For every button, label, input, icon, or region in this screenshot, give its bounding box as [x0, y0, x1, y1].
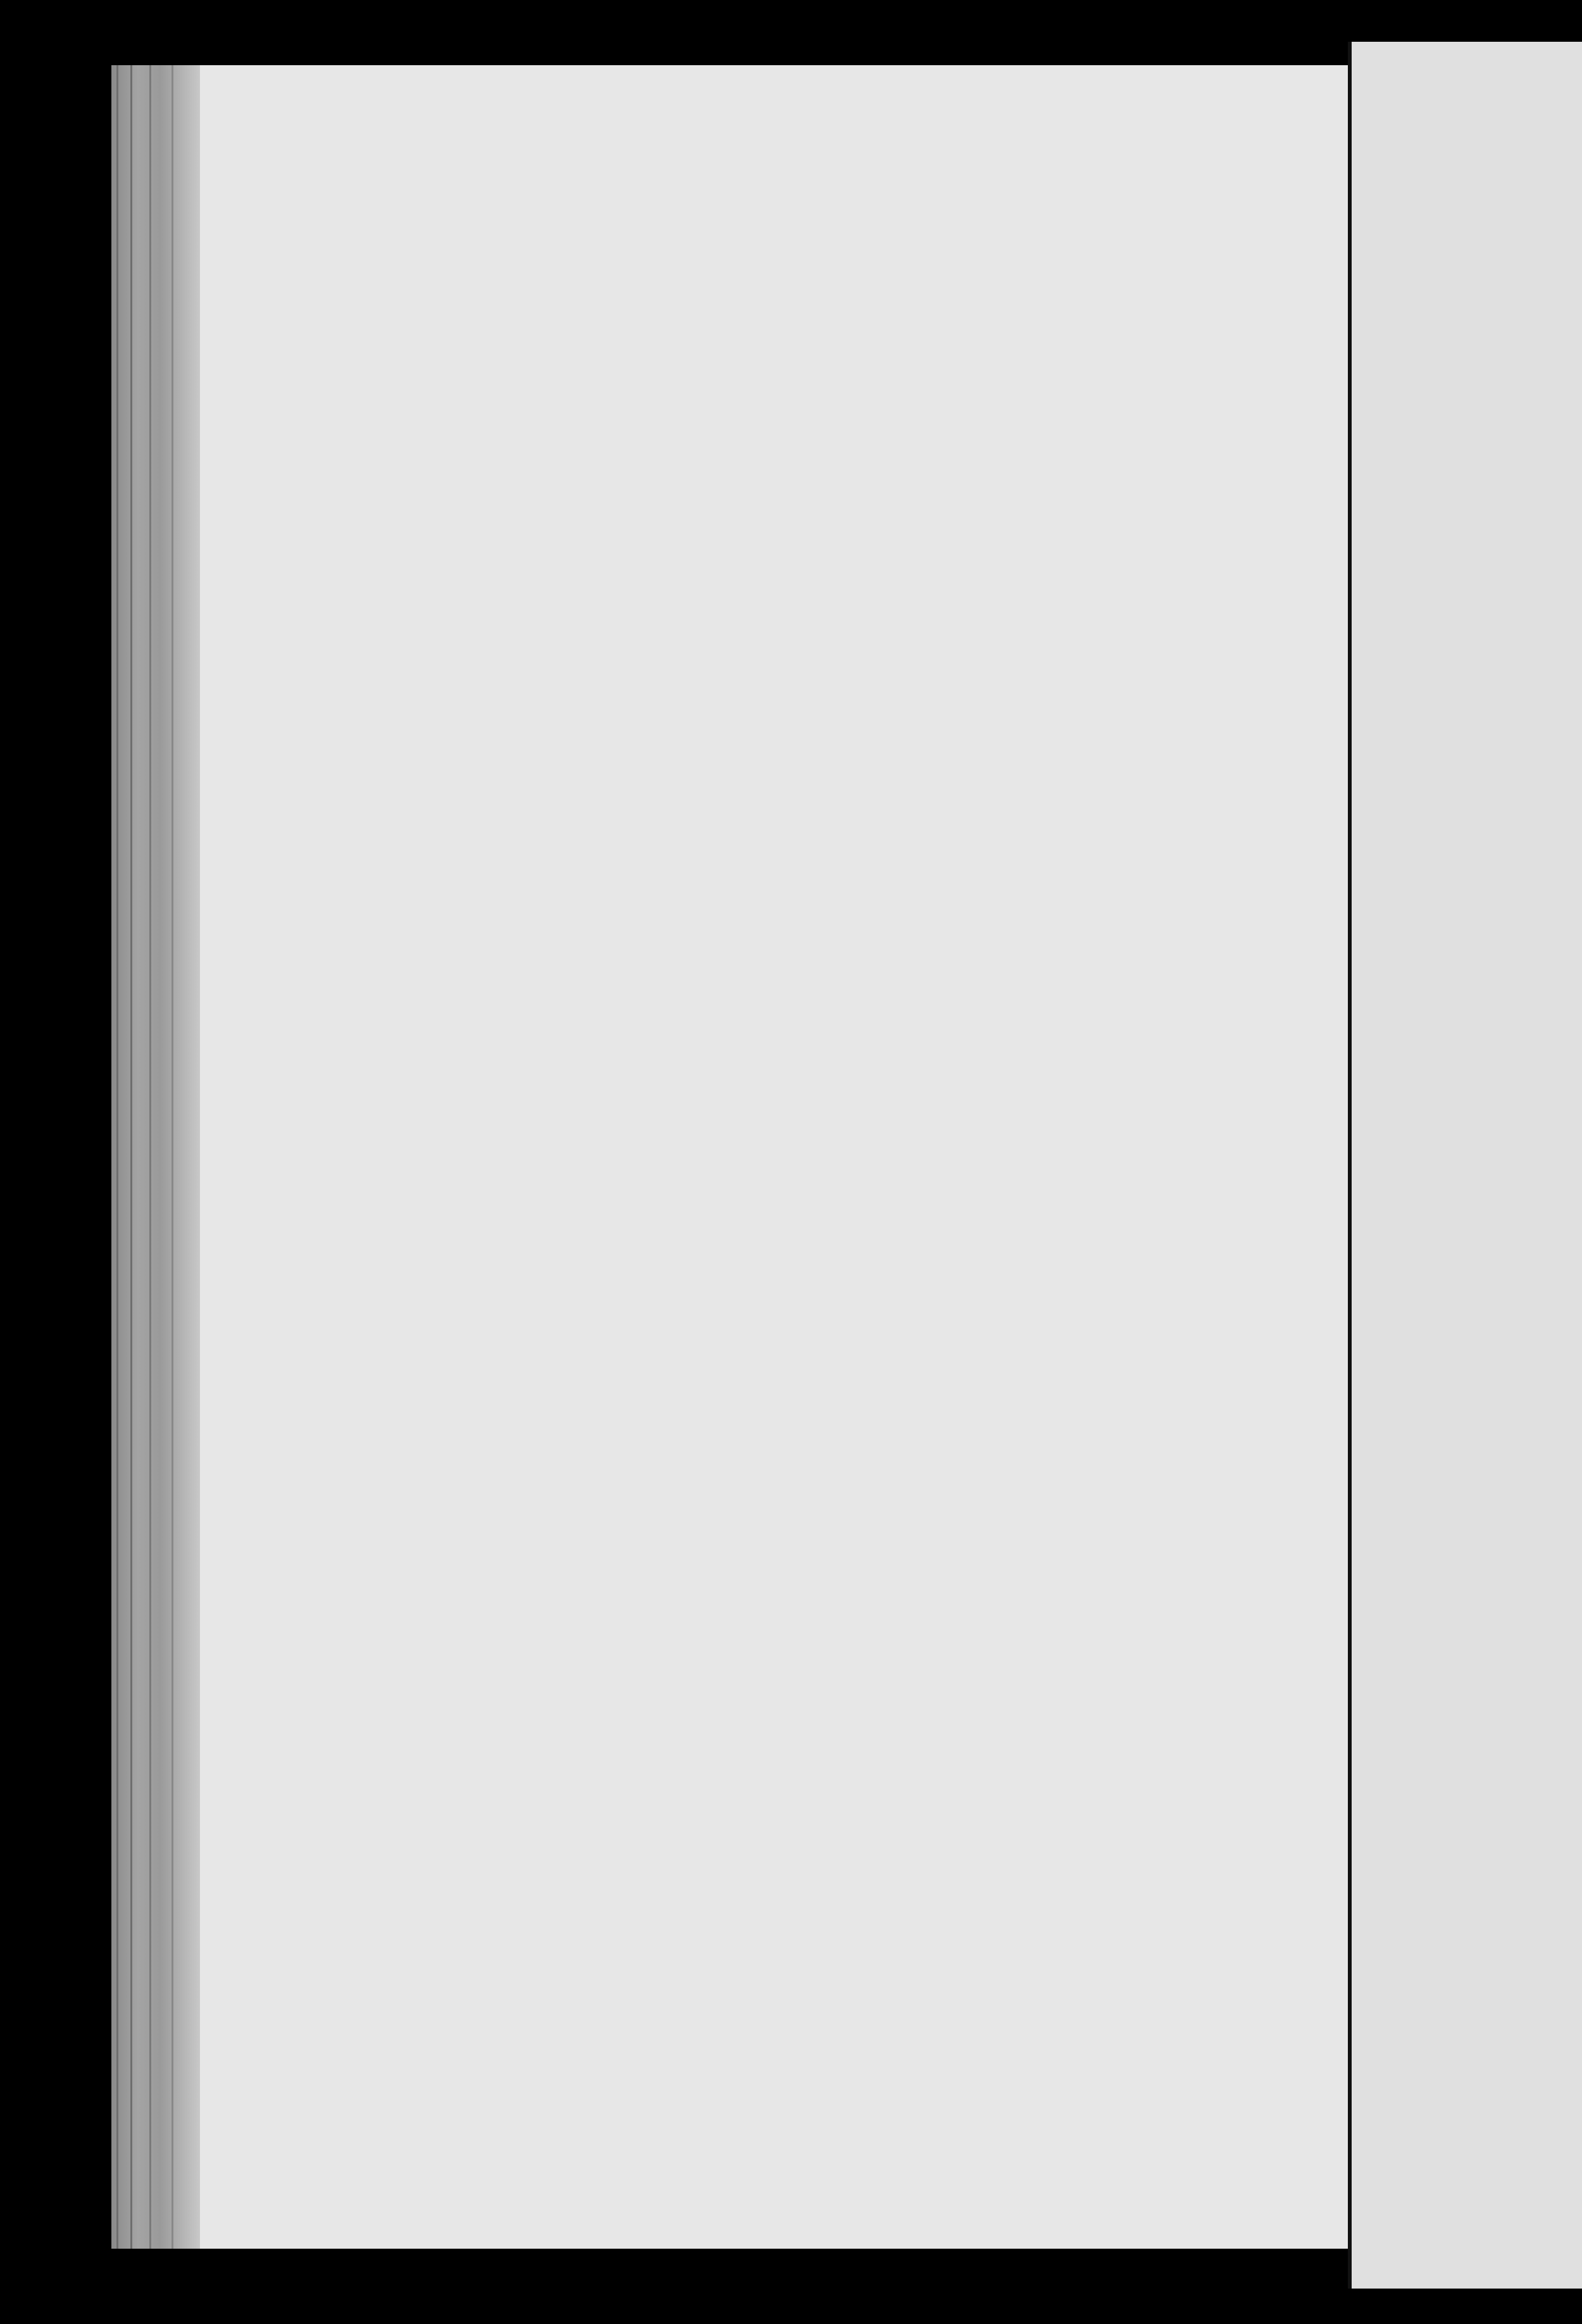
- left-page: [111, 65, 1368, 2249]
- right-page: [1348, 42, 1582, 2289]
- page-gutter: [111, 65, 200, 2249]
- page-divider: [1348, 42, 1352, 2289]
- section-heading: [387, 339, 1281, 384]
- latin-quotation: [387, 209, 1281, 335]
- body-text: [387, 209, 1281, 384]
